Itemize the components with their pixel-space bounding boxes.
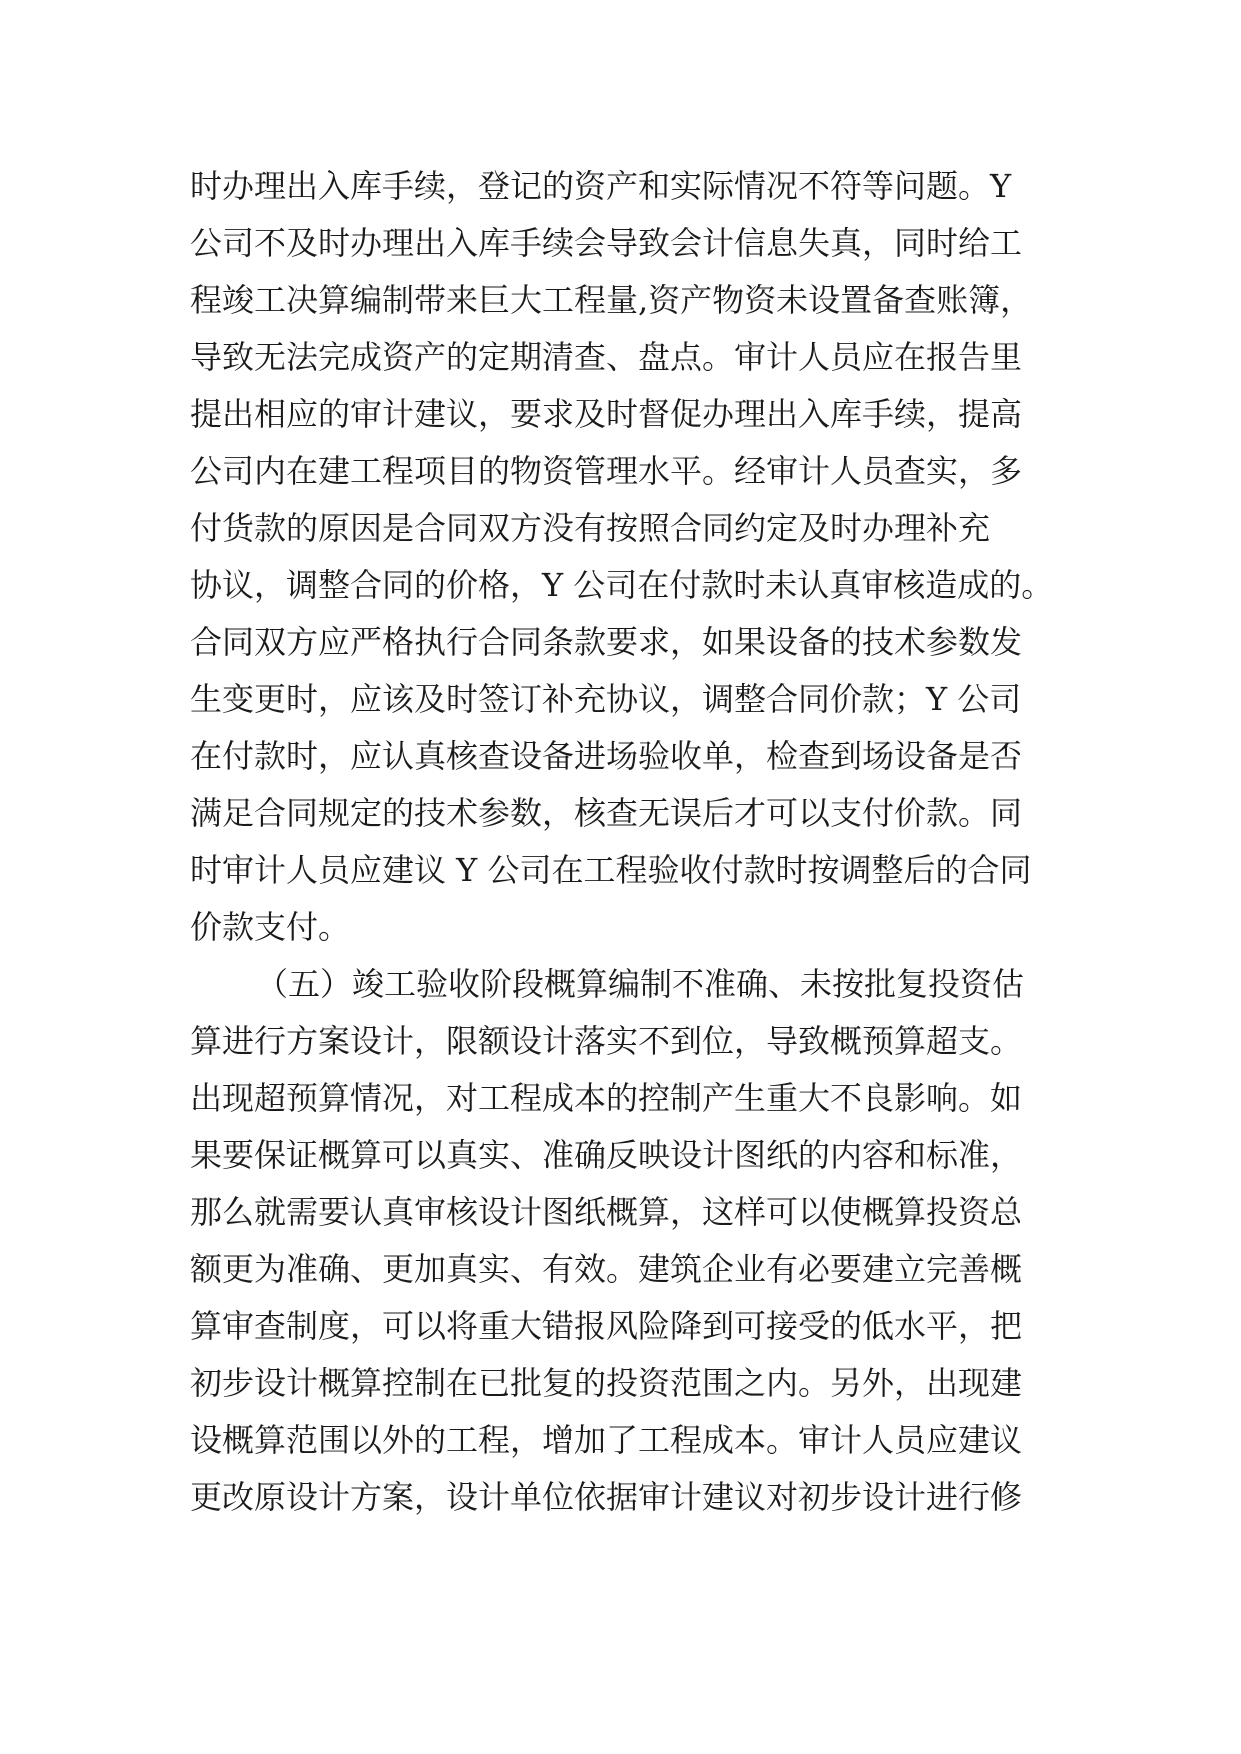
text-line: 时审计人员应建议 Y 公司在工程验收付款时按调整后的合同: [190, 851, 1032, 889]
text-line: 时办理出入库手续，登记的资产和实际情况不符等问题。Y: [190, 167, 1012, 205]
text-line: 付货款的原因是合同双方没有按照合同约定及时办理补充: [190, 509, 991, 547]
text-line: 果要保证概算可以真实、准确反映设计图纸的内容和标准，: [190, 1136, 1023, 1174]
text-line: 满足合同规定的技术参数，核查无误后才可以支付价款。同: [190, 794, 1023, 832]
section-heading-line: （五）竣工验收阶段概算编制不准确、未按批复投资估: [256, 965, 1025, 1003]
text-line: 协议，调整合同的价格，Y 公司在付款时未认真审核造成的。: [190, 566, 1054, 604]
text-line: 程竣工决算编制带来巨大工程量,资产物资未设置备查账簿，: [190, 281, 1033, 319]
text-line: 生变更时，应该及时签订补充协议，调整合同价款；Y 公司: [190, 680, 1022, 718]
text-line: 初步设计概算控制在已批复的投资范围之内。另外，出现建: [190, 1364, 1023, 1402]
text-line: 导致无法完成资产的定期清查、盘点。审计人员应在报告里: [190, 338, 1023, 376]
text-line: 价款支付。: [190, 908, 351, 946]
text-line: 算审查制度，可以将重大错报风险降到可接受的低水平，把: [190, 1307, 1023, 1345]
text-line: 在付款时，应认真核查设备进场验收单，检查到场设备是否: [190, 737, 1023, 775]
text-line: 更改原设计方案，设计单位依据审计建议对初步设计进行修: [190, 1478, 1023, 1516]
text-line: 提出相应的审计建议，要求及时督促办理出入库手续，提高: [190, 395, 1023, 433]
text-line: 合同双方应严格执行合同条款要求，如果设备的技术参数发: [190, 623, 1023, 661]
text-line: 公司内在建工程项目的物资管理水平。经审计人员查实，多: [190, 452, 1023, 490]
text-line: 出现超预算情况，对工程成本的控制产生重大不良影响。如: [190, 1079, 1023, 1117]
text-line: 额更为准确、更加真实、有效。建筑企业有必要建立完善概: [190, 1250, 1023, 1288]
text-line: 算进行方案设计，限额设计落实不到位，导致概预算超支。: [190, 1022, 1023, 1060]
text-line: 公司不及时办理出入库手续会导致会计信息失真，同时给工: [190, 224, 1023, 262]
text-line: 设概算范围以外的工程，增加了工程成本。审计人员应建议: [190, 1421, 1023, 1459]
text-line: 那么就需要认真审核设计图纸概算，这样可以使概算投资总: [190, 1193, 1023, 1231]
